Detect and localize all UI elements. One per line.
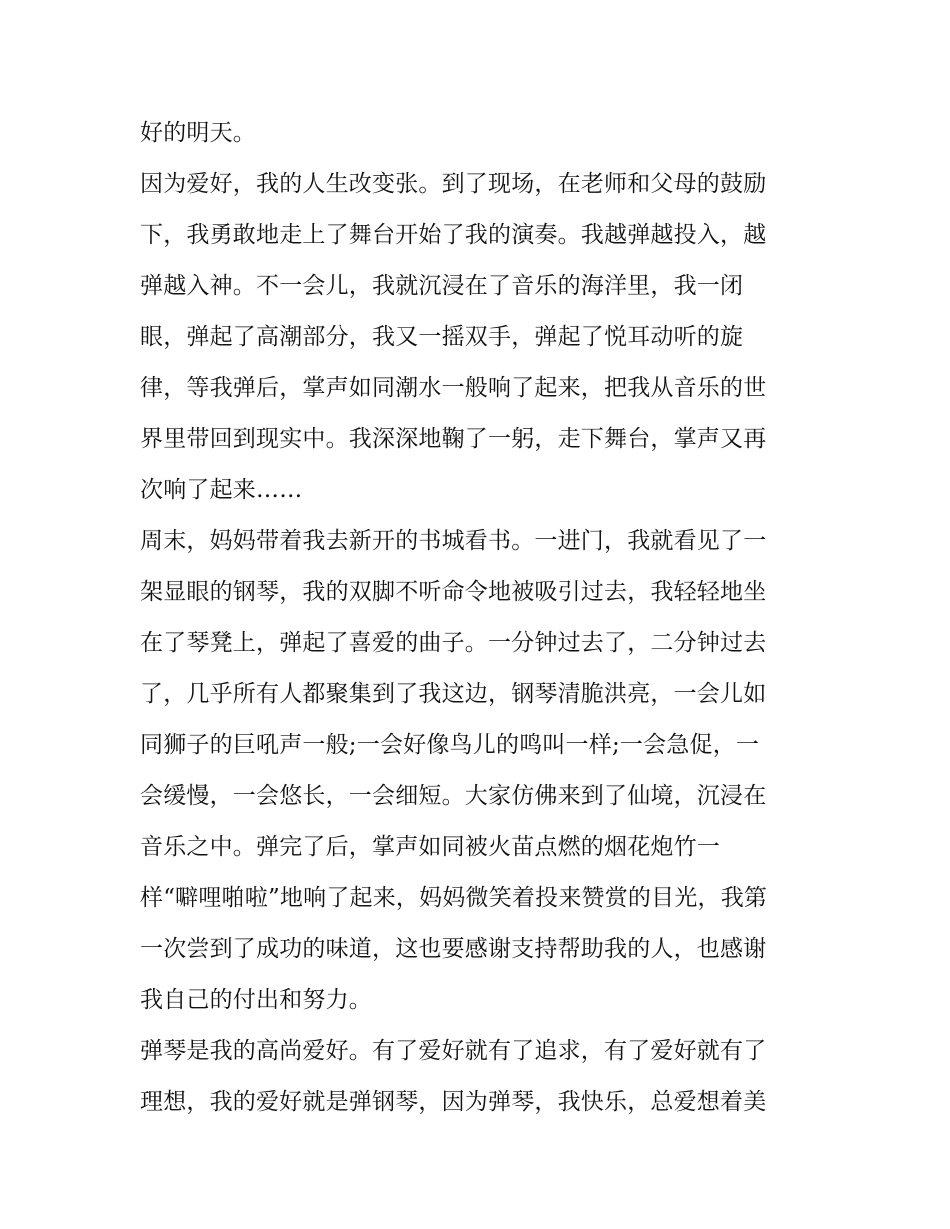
text-line: 下，我勇敢地走上了舞台开始了我的演奏。我越弹越投入，越: [140, 222, 767, 248]
text-line: 律，等我弹后，掌声如同潮水一般响了起来，把我从音乐的世: [140, 375, 767, 401]
text-line: 周末，妈妈带着我去新开的书城看书。一进门，我就看见了一: [140, 528, 767, 554]
text-line: 好的明天。: [140, 120, 256, 146]
text-line: 同狮子的巨吼声一般;一会好像鸟儿的鸣叫一样;一会急促，一: [140, 732, 760, 758]
text-line: 次响了起来……: [140, 477, 303, 503]
essay-text: [140, 108, 812, 1128]
text-line: 弹琴是我的高尚爱好。有了爱好就有了追求，有了爱好就有了: [140, 1038, 767, 1064]
text-line: 会缓慢，一会悠长，一会细短。大家仿佛来到了仙境，沉浸在: [140, 783, 767, 809]
text-line: 界里带回到现实中。我深深地鞠了一躬，走下舞台，掌声又再: [140, 426, 767, 452]
text-line: 音乐之中。弹完了后，掌声如同被火苗点燃的烟花炮竹一: [140, 834, 720, 860]
text-line: 了，几乎所有人都聚集到了我这边，钢琴清脆洪亮，一会儿如: [140, 681, 767, 707]
text-line: 我自己的付出和努力。: [140, 987, 372, 1013]
text-line: 理想，我的爱好就是弹钢琴，因为弹琴，我快乐，总爱想着美: [140, 1089, 767, 1115]
text-line: 眼，弹起了高潮部分，我又一摇双手，弹起了悦耳动听的旋: [140, 324, 744, 350]
text-line: 架显眼的钢琴，我的双脚不听命令地被吸引过去，我轻轻地坐: [140, 579, 767, 605]
text-line: 一次尝到了成功的味道，这也要感谢支持帮助我的人，也感谢: [140, 936, 767, 962]
text-line: 在了琴凳上，弹起了喜爱的曲子。一分钟过去了，二分钟过去: [140, 630, 767, 656]
text-line: 弹越入神。不一会儿，我就沉浸在了音乐的海洋里，我一闭: [140, 273, 744, 299]
text-line: 样“噼哩啪啦”地响了起来，妈妈微笑着投来赞赏的目光，我第: [140, 885, 768, 911]
text-line: 因为爱好，我的人生改变张。到了现场，在老师和父母的鼓励: [140, 171, 767, 197]
